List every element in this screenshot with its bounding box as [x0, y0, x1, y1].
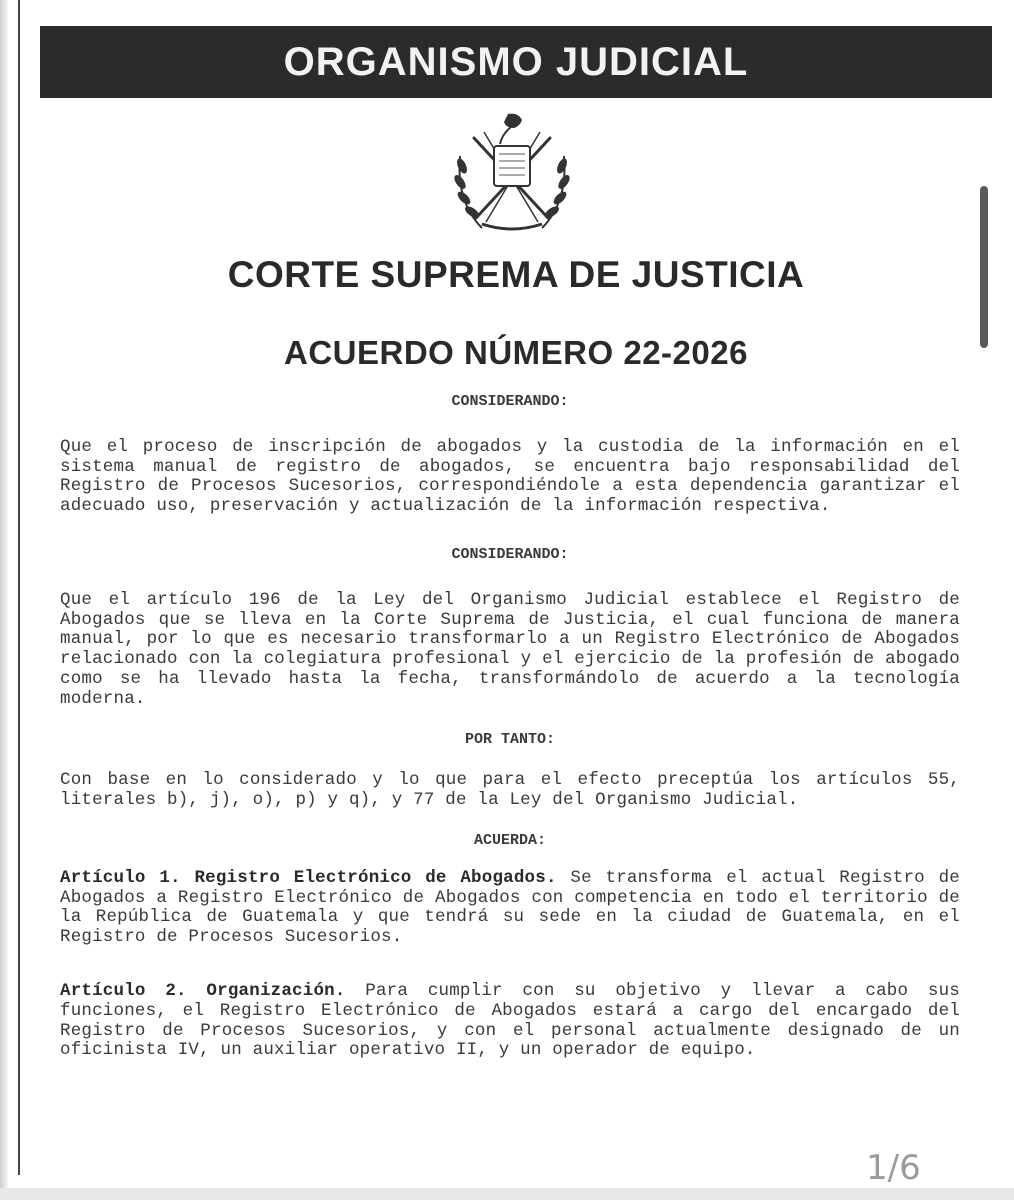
section-heading: POR TANTO:: [464, 730, 555, 748]
document-body: [60, 392, 960, 1061]
article-1: [60, 869, 960, 948]
vertical-scrollbar[interactable]: [980, 186, 988, 348]
header-banner: [40, 26, 992, 98]
bottom-bar: [0, 1188, 1014, 1200]
article-title: Artículo 1. Registro Electrónico de Abogados.: [60, 867, 557, 888]
agreement-title: ACUERDO NÚMERO 22-2026: [284, 334, 748, 371]
article-title: Artículo 2. Organización.: [60, 980, 346, 1001]
section-paragraph: Con base en lo considerado y lo que para el efecto preceptúa los artículos 55, literales b), j), o), p) y q), y 77 de la Ley del Organismo Judicial.: [60, 770, 960, 811]
page-indicator: 1/6: [866, 1148, 921, 1188]
page-border-line: [18, 0, 20, 1175]
article-text: Para cumplir con su objetivo y llevar a cabo sus funciones, el Registro Electrónico de Abogados estará a cargo del encargado del Registro de Procesos Sucesorios, y con el personal actualmente designado de un oficinista IV, un auxiliar operativo II, y un operador de equipo.: [60, 980, 961, 1061]
coat-of-arms-icon: [442, 110, 582, 238]
page-left-edge: [0, 0, 8, 1200]
section-paragraph: Que el proceso de inscripción de abogados y la custodia de la información en el sistema manual de registro de abogados, se encuentra bajo responsabilidad del Registro de Procesos Sucesorios, correspondiéndole a esta dependencia garantizar el adecuado uso, preservación y actualización de la información respectiva.: [60, 436, 960, 517]
article-text: Se transforma el actual Registro de Abogados a Registro Electrónico de Abogados con competencia en todo el territorio de la República de Guatemala y que tendrá su sede en la ciudad de Guatemala, en el Registro de Procesos Sucesorios.: [60, 867, 961, 948]
section-heading: CONSIDERANDO:: [451, 545, 569, 563]
section-paragraph: Que el artículo 196 de la Ley del Organismo Judicial establece el Registro de Abogados que se lleva en la Corte Suprema de Justicia, el cual funciona de manera manual, por lo que es necesario transformarlo a un Registro Electrónico de Abogados relacionado con la colegiatura profesional y el ejercicio de la profesión de abogado como se ha llevado hasta la fecha, transformándolo de acuerdo a la tecnología moderna.: [60, 589, 960, 709]
banner-title: ORGANISMO JUDICIAL: [283, 39, 749, 84]
article-2: [60, 982, 960, 1061]
court-title: CORTE SUPREMA DE JUSTICIA: [227, 254, 805, 295]
section-heading: CONSIDERANDO:: [451, 393, 569, 410]
section-heading: ACUERDA:: [473, 831, 546, 849]
